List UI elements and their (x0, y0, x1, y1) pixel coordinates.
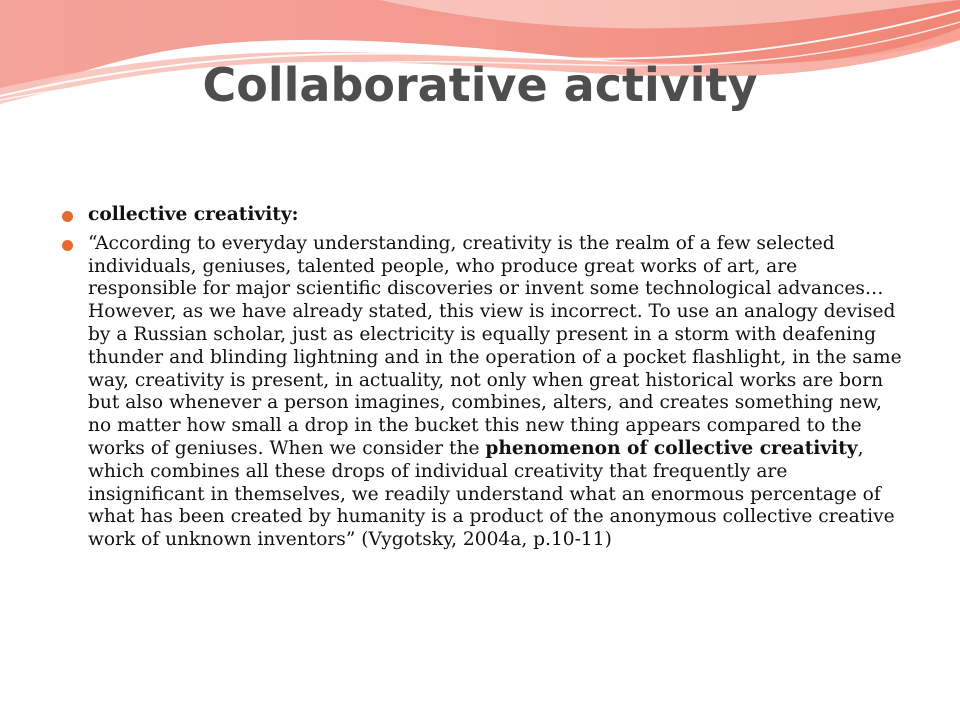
bullet-item-collective-creativity (62, 204, 902, 227)
slide-body (62, 204, 902, 558)
bullet-dot-icon (62, 240, 73, 251)
slide-title: Collaborative activity (202, 58, 758, 112)
bullet-text: collective creativity: (88, 204, 299, 225)
quote-text-part-2: , which combines all these drops of individual creativity that frequently are insignificant in themselves, we readily understand what an enormous percentage of what has been created by humanity is a product of the anonymous collective creative work of unknown inventors” (Vygotsky, 2004a, p.10-11) (88, 437, 895, 551)
bullet-item-vygotsky-quote (62, 233, 902, 552)
quote-text-part-1: “According to everyday understanding, creativity is the realm of a few selected individuals, geniuses, talented people, who produce great works of art, are responsible for major scientific discoveries or invent some technological advances… However, as we have already stated, this view is incorrect. To use an analogy devised by a Russian scholar, just as electricity is equally present in a storm with deafening thunder and blinding lightning and in the operation of a pocket flashlight, in the same way, creativity is present, in actuality, not only when great historical works are born but also whenever a person imagines, combines, alters, and creates something new, no matter how small a drop in the bucket this new thing appears compared to the works of geniuses. When we consider the (88, 232, 902, 459)
quote-emphasis: phenomenon of collective creativity (485, 437, 858, 459)
bullet-dot-icon (62, 211, 73, 222)
